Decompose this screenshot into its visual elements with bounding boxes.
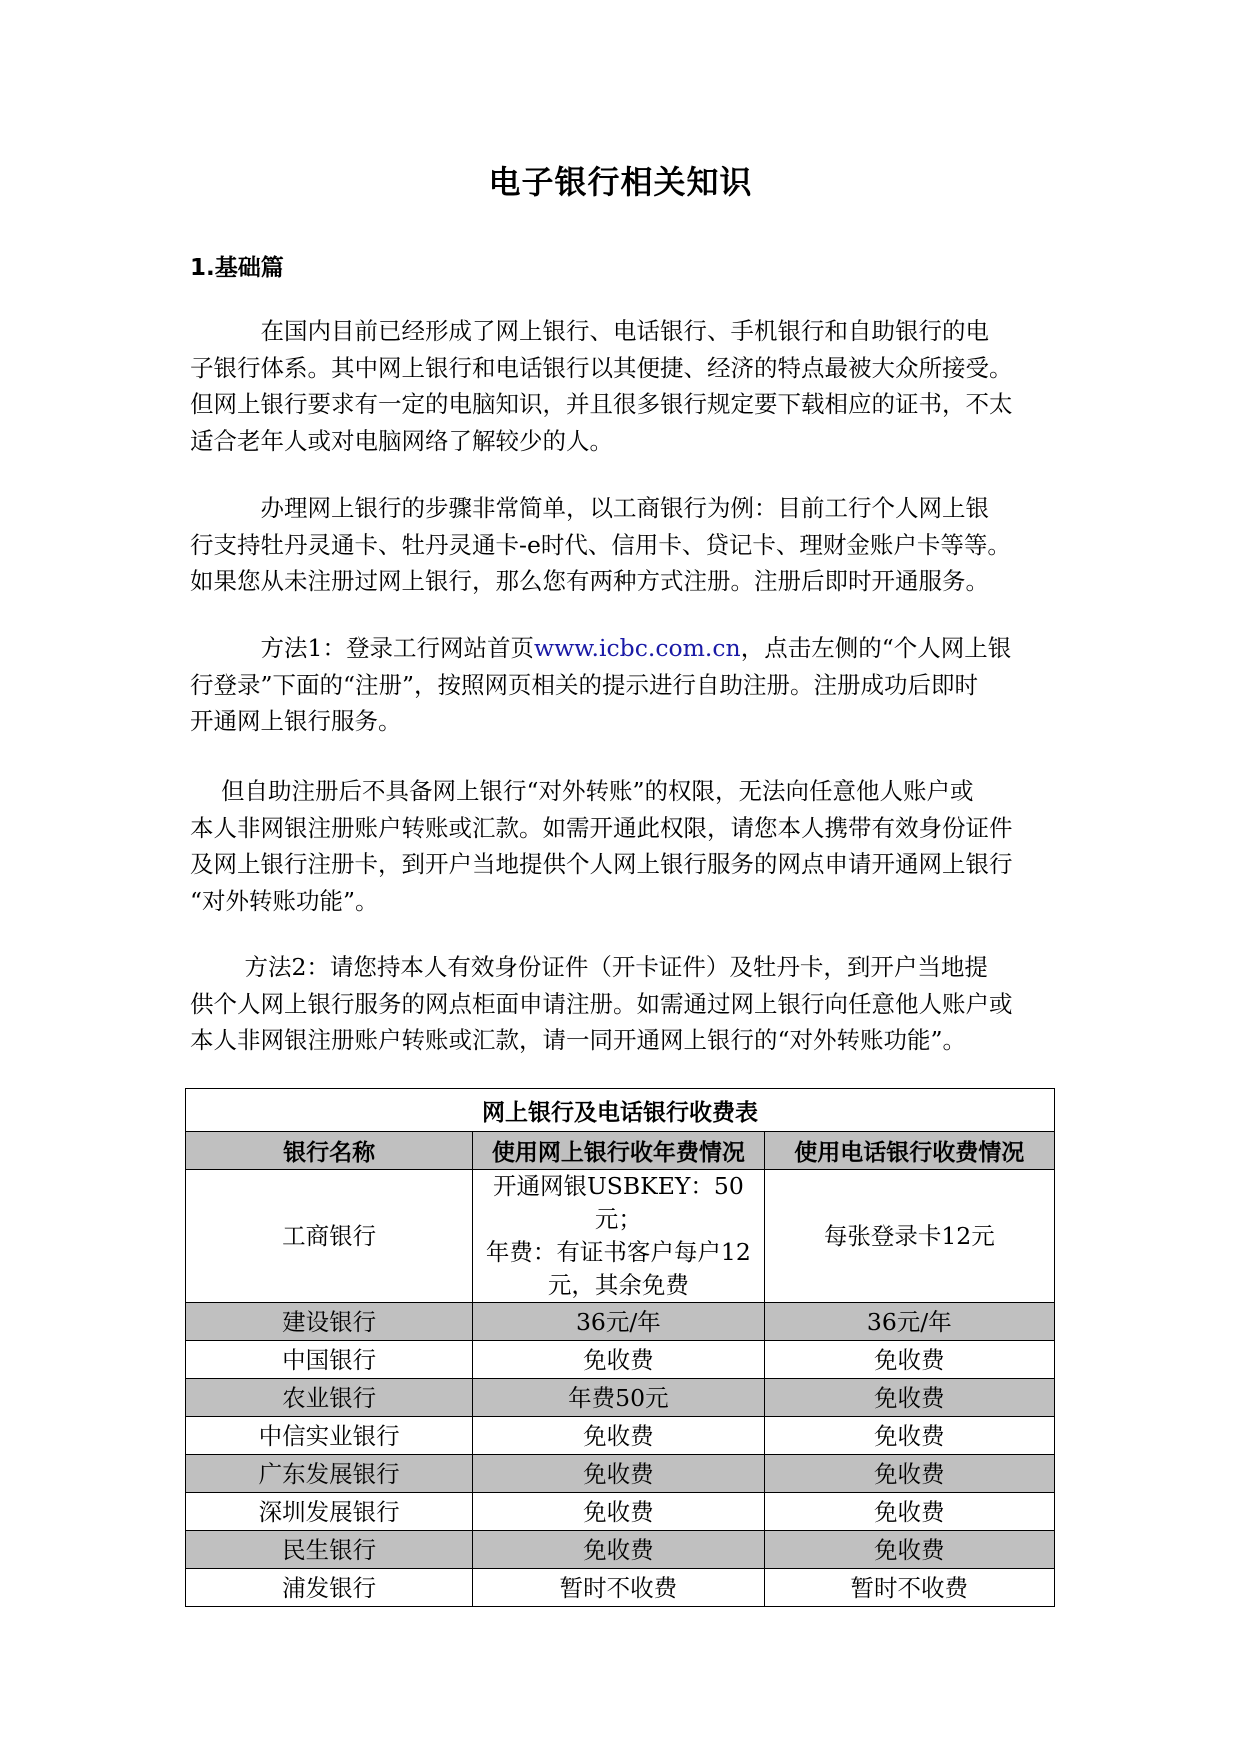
phone-fee-cell: 免收费 (764, 1455, 1054, 1493)
table-row (186, 1455, 1055, 1493)
online-fee-cell: 免收费 (473, 1455, 764, 1493)
paragraph-line: 方法2：请您持本人有效身份证件（开卡证件）及牡丹卡，到开户当地提 (190, 953, 988, 981)
paragraph-method-2 (190, 949, 1054, 1059)
paragraph-line: 适合老年人或对电脑网络了解较少的人。 (190, 426, 613, 455)
table-row (186, 1493, 1055, 1531)
table-row (186, 1341, 1055, 1379)
paragraph-line (190, 630, 1054, 667)
column-header-online-fee: 使用网上银行收年费情况 (473, 1132, 764, 1170)
online-fee-cell: 暂时不收费 (473, 1569, 764, 1607)
phone-fee-cell: 免收费 (764, 1417, 1054, 1455)
paragraph-line: 本人非网银注册账户转账或汇款，请一同开通网上银行的“对外转账功能”。 (190, 1026, 967, 1054)
table-row (186, 1531, 1055, 1569)
method-1-text: ，点击左侧的“个人网上银 (740, 634, 1012, 662)
paragraph-line: 本人非网银注册账户转账或汇款。如需开通此权限，请您本人携带有效身份证件 (190, 813, 1013, 842)
table-header-row (186, 1132, 1055, 1170)
paragraph-line: 开通网上银行服务。 (190, 707, 402, 735)
table-row (186, 1170, 1055, 1303)
table-caption-row (186, 1089, 1055, 1132)
fee-table (185, 1088, 1055, 1607)
paragraph-line: 子银行体系。其中网上银行和电话银行以其便捷、经济的特点最被大众所接受。 (190, 353, 1013, 382)
online-fee-cell: 免收费 (473, 1341, 764, 1379)
column-header-phone-fee: 使用电话银行收费情况 (764, 1132, 1054, 1170)
bank-name-cell: 广东发展银行 (186, 1455, 473, 1493)
online-fee-cell: 36元/年 (473, 1303, 764, 1341)
bank-name-cell: 建设银行 (186, 1303, 473, 1341)
paragraph-line: 行登录”下面的“注册”，按照网页相关的提示进行自助注册。注册成功后即时 (190, 670, 979, 699)
online-fee-line: 开通网银USBKEY：50元； (492, 1172, 744, 1233)
online-fee-line: 元，其余免费 (547, 1271, 689, 1299)
table-row (186, 1379, 1055, 1417)
paragraph-line: “对外转账功能”。 (190, 886, 379, 915)
paragraph-line: 及网上银行注册卡，到开户当地提供个人网上银行服务的网点申请开通网上银行 (190, 850, 1013, 878)
paragraph-line: 行支持牡丹灵通卡、牡丹灵通卡-e时代、信用卡、贷记卡、理财金账户卡等等。 (190, 530, 1011, 559)
online-fee-cell: 免收费 (473, 1493, 764, 1531)
bank-name-cell: 深圳发展银行 (186, 1493, 473, 1531)
phone-fee-cell: 免收费 (764, 1379, 1054, 1417)
icbc-website-link[interactable]: www.icbc.com.cn (533, 634, 741, 662)
paragraph-line: 供个人网上银行服务的网点柜面申请注册。如需通过网上银行向任意他人账户或 (190, 989, 1013, 1018)
paragraph-method-1 (190, 630, 1054, 740)
phone-fee-cell: 暂时不收费 (764, 1569, 1054, 1607)
paragraph-line: 但自助注册后不具备网上银行“对外转账”的权限，无法向任意他人账户或 (190, 777, 974, 805)
bank-name-cell: 农业银行 (186, 1379, 473, 1417)
bank-name-cell: 民生银行 (186, 1531, 473, 1569)
column-header-bank: 银行名称 (186, 1132, 473, 1170)
online-fee-cell: 免收费 (473, 1531, 764, 1569)
phone-fee-cell: 36元/年 (764, 1303, 1054, 1341)
paragraph-line: 办理网上银行的步骤非常简单，以工商银行为例：目前工行个人网上银 (190, 494, 989, 522)
table-row (186, 1303, 1055, 1341)
bank-name-cell: 工商银行 (186, 1170, 473, 1303)
bank-name-cell: 浦发银行 (186, 1569, 473, 1607)
phone-fee-cell: 免收费 (764, 1531, 1054, 1569)
phone-fee-cell: 免收费 (764, 1493, 1054, 1531)
online-fee-cell (473, 1170, 764, 1303)
online-fee-cell: 免收费 (473, 1417, 764, 1455)
paragraph-transfer-note (190, 773, 1054, 919)
document-title: 电子银行相关知识 (488, 163, 753, 201)
online-fee-line: 年费：有证书客户每户12 (485, 1238, 751, 1266)
phone-fee-cell: 每张登录卡12元 (764, 1170, 1054, 1303)
online-fee-cell: 年费50元 (473, 1379, 764, 1417)
table-row (186, 1417, 1055, 1455)
paragraph-line: 在国内目前已经形成了网上银行、电话银行、手机银行和自助银行的电 (190, 317, 989, 345)
bank-name-cell: 中信实业银行 (186, 1417, 473, 1455)
section-heading: 1.基础篇 (190, 255, 284, 281)
paragraph-line: 但网上银行要求有一定的电脑知识，并且很多银行规定要下载相应的证书，不太 (190, 390, 1013, 418)
table-row (186, 1569, 1055, 1607)
bank-name-cell: 中国银行 (186, 1341, 473, 1379)
paragraph-steps (190, 490, 1054, 600)
phone-fee-cell: 免收费 (764, 1341, 1054, 1379)
table-caption: 网上银行及电话银行收费表 (186, 1089, 1055, 1132)
paragraph-intro (190, 313, 1054, 459)
paragraph-line: 如果您从未注册过网上银行，那么您有两种方式注册。注册后即时开通服务。 (190, 567, 989, 595)
method-1-text: 方法1：登录工行网站首页 (190, 634, 534, 662)
